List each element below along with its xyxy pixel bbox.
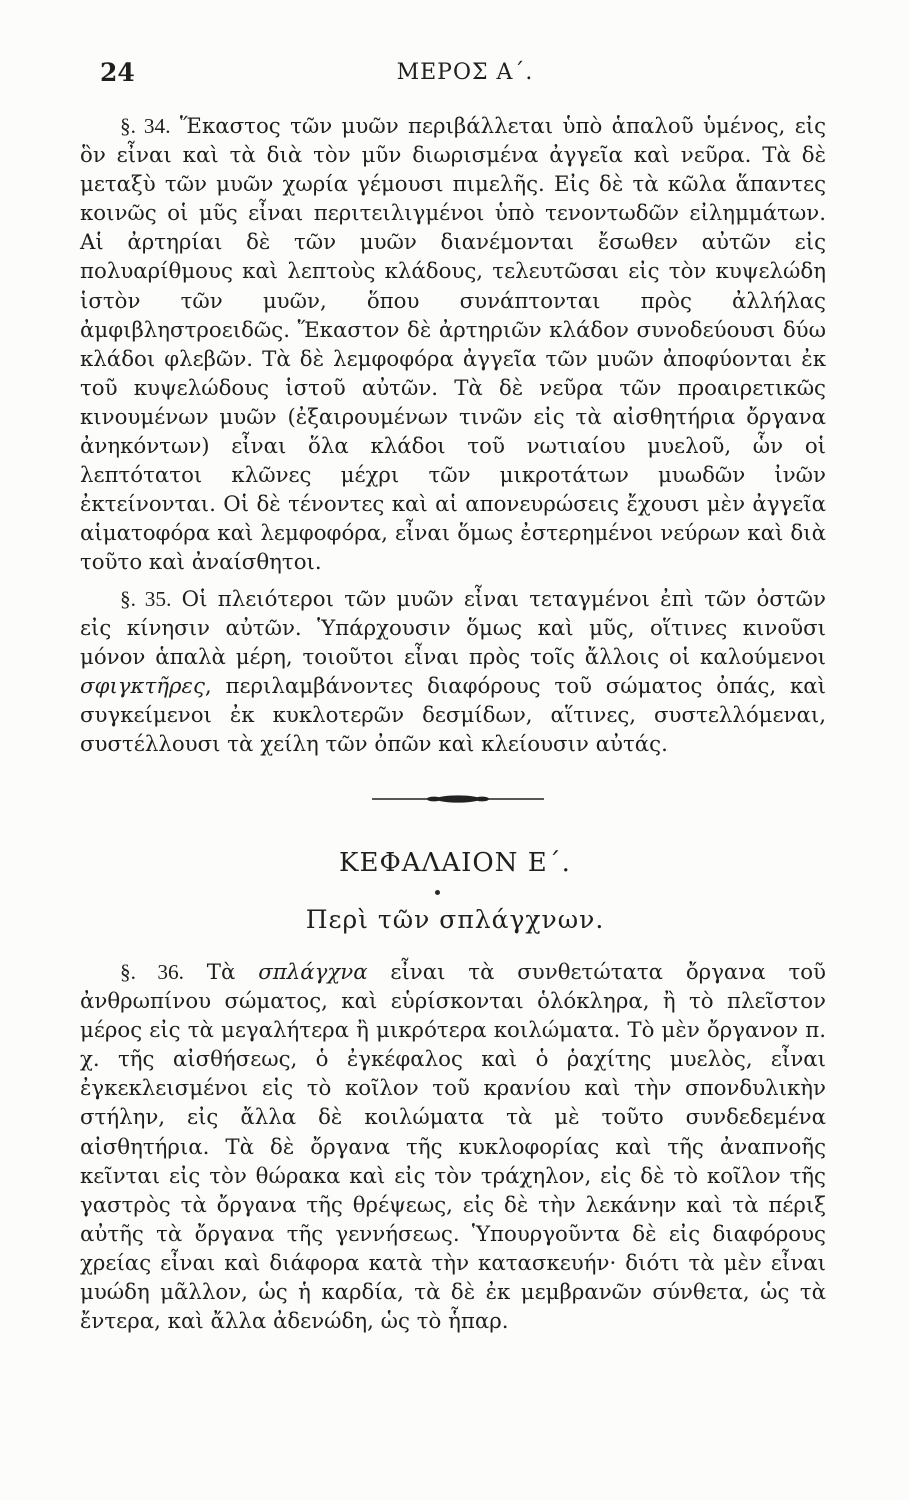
section-35-number: §. 35.	[120, 587, 172, 611]
section-36-paragraph	[80, 958, 826, 1336]
running-title: ΜΕΡΟΣ Α΄.	[396, 60, 534, 85]
section-34-number: §. 34.	[120, 114, 171, 138]
chapter-dot	[435, 890, 440, 895]
section-34-block	[80, 112, 826, 578]
chapter-subtitle: Περὶ τῶν σπλάγχνων.	[305, 905, 605, 934]
page-number: 24	[100, 58, 135, 87]
section-35-term: σφιγκτῆρες	[80, 674, 205, 700]
section-36-block	[80, 958, 826, 1336]
section-36-text: εἶναι τὰ συνθετώτατα ὄργανα τοῦ ἀνθρωπίνου σώματος, καὶ εὑρίσκονται ὁλόκληρα, ἢ τὸ πλεῖστον μέρος εἰς τὰ μεγαλήτερα ἢ μικρότερα κοιλώματα. Τὸ μὲν ὄργανον π. χ. τῆς αἰσθήσεως, ὁ ἐγκέφαλος καὶ ὁ ῥαχίτης μυελὸς, εἶναι ἐγκεκλεισμένοι εἰς τὸ κοῖλον τοῦ κρανίου καὶ τὴν σπονδυλικὴν στήλην, εἰς ἄλλα δὲ κοιλώματα τὰ μὲ τοῦτο συνδεδεμένα αἰσθητήρια. Τὰ δὲ ὄργανα τῆς κυκλοφορίας καὶ τῆς ἀναπνοῆς κεῖνται εἰς τὸν θώρακα καὶ εἰς τὸν τράχηλον, εἰς δὲ τὸ κοῖλον τῆς γαστρὸς τὰ ὄργανα τῆς θρέψεως, εἰς δὲ τὴν λεκάνην καὶ τὰ πέριξ αὐτῆς τὰ ὄργανα τῆς γεννήσεως. Ὑπουργοῦντα δὲ εἰς διαφόρους χρείας εἶναι καὶ διάφορα κατὰ τὴν κατασκευήν· διότι τὰ μὲν εἶναι μυώδη μᾶλλον, ὡς ἡ καρδία, τὰ δὲ ἐκ μεμβρανῶν σύνθετα, ὡς τὰ ἔντερα, καὶ ἄλλα ἀδενώδη, ὡς τὸ ἧπαρ.	[80, 960, 826, 1335]
section-36-number: §. 36.	[120, 960, 184, 984]
section-35-text-before: Οἱ πλειότεροι τῶν μυῶν εἶναι τεταγμένοι ἐπὶ τῶν ὀστῶν εἰς κίνησιν αὐτῶν. Ὑπάρχουσιν ὅμως καὶ μῦς, οἵτινες κινοῦσι μόνον ἁπαλὰ μέρη, τοιοῦτοι εἶναι πρὸς τοῖς ἄλλοις οἱ καλούμενοι	[80, 587, 826, 671]
section-34-text: Ἕκαστος τῶν μυῶν περιβάλλεται ὑπὸ ἁπαλοῦ ὑμένος, εἰς ὃν εἶναι καὶ τὰ διὰ τὸν μῦν διωρισμένα ἀγγεῖα καὶ νεῦρα. Τὰ δὲ μεταξὺ τῶν μυῶν χωρία γέμουσι πιμελῆς. Εἰς δὲ τὰ κῶλα ἅπαντες κοινῶς οἱ μῦς εἶναι περιτειλιγμένοι ὑπὸ τενοντωδῶν εἰλημμάτων. Αἱ ἀρτηρίαι δὲ τῶν μυῶν διανέμονται ἔσωθεν αὐτῶν εἰς πολυαρίθμους καὶ λεπτοὺς κλάδους, τελευτῶσαι εἰς τὸν κυψελώδη ἱστὸν τῶν μυῶν, ὅπου συνάπτονται πρὸς ἀλλήλας ἀμφιβληστροειδῶς. Ἕκαστον δὲ ἀρτηριῶν κλάδον συνοδεύουσι δύω κλάδοι φλεβῶν. Τὰ δὲ λεμφοφόρα ἀγγεῖα τῶν μυῶν ἀποφύονται ἐκ τοῦ κυψελώδους ἱστοῦ αὐτῶν. Τὰ δὲ νεῦρα τῶν προαιρετικῶς κινουμένων μυῶν (ἐξαιρουμένων τινῶν εἰς τὰ αἰσθητήρια ὄργανα ἀνηκόντων) εἶναι ὅλα κλάδοι τοῦ νωτιαίου μυελοῦ, ὧν οἱ λεπτότατοι κλῶνες μέχρι τῶν μικροτάτων μυωδῶν ἰνῶν ἐκτείνονται. Οἱ δὲ τένοντες καὶ αἱ απονευρώσεις ἔχουσι μὲν ἀγγεῖα αἱματοφόρα καὶ λεμφοφόρα, εἶναι ὅμως ἐστερημένοι νεύρων καὶ διὰ τοῦτο καὶ ἀναίσθητοι.	[80, 114, 827, 576]
section-35-paragraph	[80, 585, 826, 760]
section-36-lead: Τὰ	[206, 960, 259, 985]
running-head	[100, 58, 830, 94]
section-35-block	[80, 585, 826, 760]
section-35-text-after: , περιλαμβάνοντες διαφόρους τοῦ σώματος ὀπάς, καὶ συγκείμενοι ἐκ κυκλοτερῶν δεσμίδων, αἵτινες, συστελλόμεναι, συστέλλουσι τὰ χείλη τῶν ὀπῶν καὶ κλείουσιν αὐτάς.	[80, 674, 826, 758]
chapter-title: ΚΕΦΑΛΑΙΟΝ Ε΄.	[339, 848, 571, 878]
ornamental-divider	[372, 794, 544, 804]
section-34-paragraph	[80, 112, 826, 578]
section-36-term: σπλάγχνα	[258, 960, 368, 985]
